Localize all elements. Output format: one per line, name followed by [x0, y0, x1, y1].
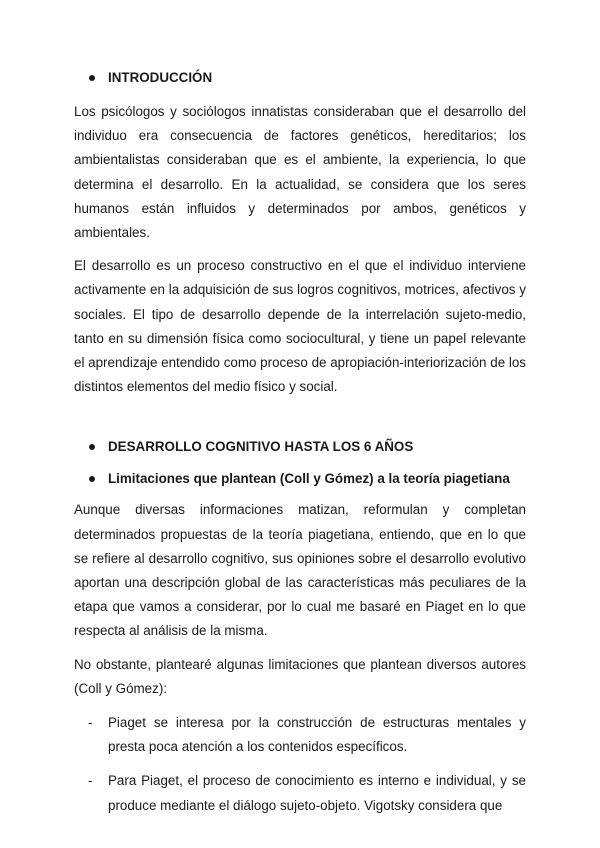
list-item [74, 711, 526, 759]
intro-paragraph-1: Los psicólogos y sociólogos innatistas consideraban que el desarrollo del individuo era consecuencia de factores genéticos, hereditarios; los ambientalistas consideraban que es el ambiente, la experiencia, lo que determina el desarrollo. En la actualidad, se considera que los seres humanos están influidos y determinados por ambos, genéticos y ambientales. [74, 104, 526, 241]
list-item-text: Para Piaget, el proceso de conocimiento es interno e individual, y se produce mediante el diálogo sujeto-objeto. Vigotsky considera que [108, 773, 526, 813]
bullet-dot-icon [89, 476, 95, 482]
dash-marker: - [88, 773, 93, 789]
document-page [74, 66, 526, 818]
dash-marker: - [88, 715, 93, 731]
bullet-dot-icon [89, 444, 95, 450]
heading-desarrollo-cognitivo-text: DESARROLLO COGNITIVO HASTA LOS 6 AÑOS [108, 439, 414, 455]
heading-introduccion-text: INTRODUCCIÓN [108, 70, 213, 85]
heading-introduccion [74, 66, 526, 90]
list-item [74, 769, 526, 817]
intro-paragraph-2: El desarrollo es un proceso constructivo en el que el individuo interviene activamente en la adquisición de sus logros cognitivos, motrices, afectivos y sociales. El tipo de desarrollo depende de la interrelación sujeto-medio, tanto en su dimensión física como sociocultural, y tiene un papel relevante el aprendizaje entendido como proceso de apropiación-interiorización de los distintos elementos del medio físico y social. [74, 258, 526, 395]
bullet-dot-icon [89, 75, 95, 81]
limits-paragraph-1: Aunque diversas informaciones matizan, reformulan y completan determinados propuestas de la teoría piagetiana, entiendo, que en lo que se refiere al desarrollo cognitivo, sus opiniones sobre el desarrollo evolutivo aportan una descripción global de las características más peculiares de la etapa que vamos a considerar, por lo cual me basaré en Piaget en lo que respecta al análisis de la misma. [74, 502, 526, 639]
heading-limitaciones-text: Limitaciones que plantean (Coll y Gómez) a la teoría piagetiana [108, 471, 510, 487]
heading-desarrollo-cognitivo [74, 435, 526, 459]
heading-limitaciones [74, 467, 526, 491]
limits-paragraph-2: No obstante, plantearé algunas limitaciones que plantean diversos autores (Coll y Gómez): [74, 656, 526, 696]
list-item-text: Piaget se interesa por la construcción de estructuras mentales y presta poca atención a los contenidos específicos. [108, 715, 526, 755]
